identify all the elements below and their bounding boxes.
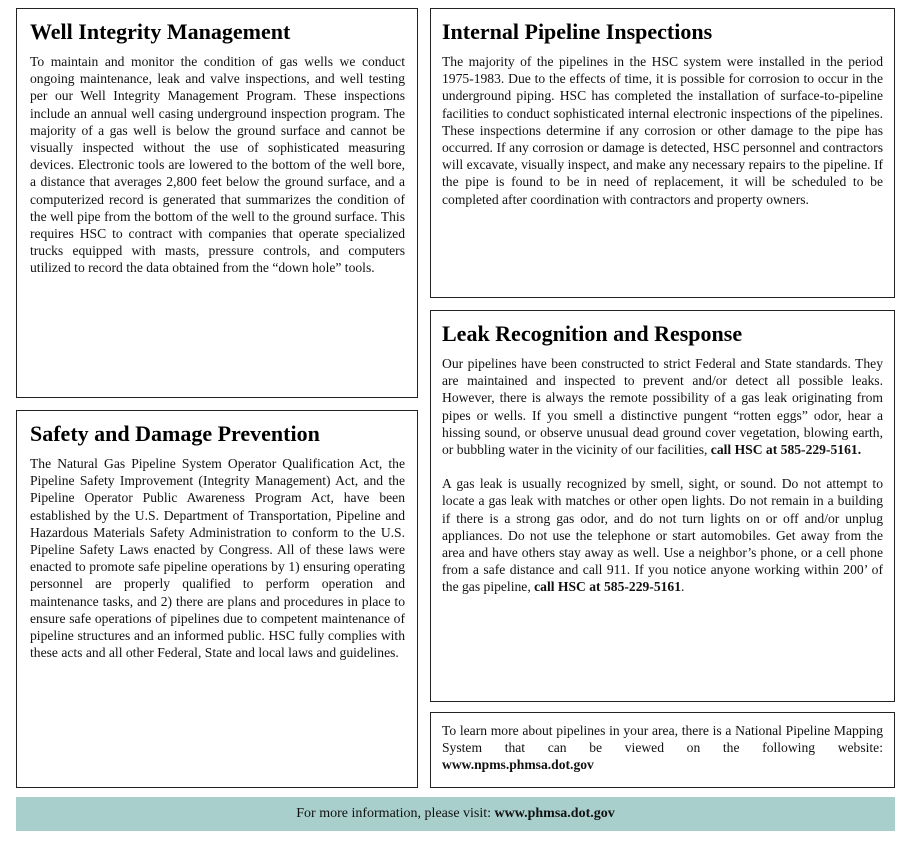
leak-paragraph-1 [442, 355, 883, 458]
npms-paragraph [442, 722, 883, 774]
well-integrity-title: Well Integrity Management [30, 19, 291, 44]
npms-section [430, 712, 895, 788]
internal-inspections-title: Internal Pipeline Inspections [442, 19, 713, 44]
npms-text: To learn more about pipelines in your area, there is a National Pipeline Mapping System that can be viewed on the following website: [442, 723, 883, 756]
leak-paragraph-2-text: A gas leak is usually recognized by smell, sight, or sound. Do not attempt to locate a gas leak with matches or other open lights. Do not remain in a building if there is a strong gas odor, and do not turn lights on or off and/or unplug appliances. Do not use the telephone or start automobiles. Get away from the area and have others stay away as well. Use a neighbor’s phone, or a cell phone from a safe distance and call 911. If you notice anyone working within 200’ of the gas pipeline, [442, 476, 883, 595]
leak-call-number-2: call HSC at 585-229-5161 [534, 579, 682, 595]
footer-banner [16, 797, 895, 831]
leak-paragraph-1-end: . [857, 442, 862, 458]
safety-title: Safety and Damage Prevention [30, 421, 320, 446]
leak-section [430, 310, 895, 702]
footer-link[interactable]: www.phmsa.dot.gov [494, 806, 615, 821]
leak-paragraph-2 [442, 475, 883, 595]
leak-title: Leak Recognition and Response [442, 321, 743, 346]
well-integrity-section [16, 8, 418, 398]
leak-paragraph-2-end: . [681, 579, 685, 595]
internal-inspections-section [430, 8, 895, 298]
npms-link[interactable]: www.npms.phmsa.dot.gov [442, 757, 594, 773]
footer-text: For more information, please visit: [296, 806, 492, 821]
leak-call-number-1: call HSC at 585-229-5161 [710, 442, 858, 458]
internal-inspections-body: The majority of the pipelines in the HSC system were installed in the period 1975-1983. Due to the effects of time, it is possible for corrosion to occur in the underground piping. HSC has completed the installation of surface-to-pipeline facilities to conduct sophisticated internal electronic inspections of the pipelines. These inspections determine if any corrosion or other damage to the pipe has occurred. If any corrosion or damage is detected, HSC personnel and contractors will excavate, visually inspect, and make any necessary repairs to the pipeline. If the pipe is found to be in need of replacement, it will be scheduled to be completed after coordination with contractors and property owners. [442, 54, 883, 207]
safety-body: The Natural Gas Pipeline System Operator Qualification Act, the Pipeline Safety Improvement (Integrity Management) Act, and the Pipeline Operator Public Awareness Program Act, have been established by the U.S. Department of Transportation, Pipeline and Hazardous Materials Safety Administration to conform to the U.S. Pipeline Safety Laws enacted by Congress. All of these laws were enacted to promote safe pipeline operations by 1) ensuring operating personnel are properly qualified to perform operation and maintenance tasks, and 2) there are plans and procedures in place to ensure safe operations of pipelines due to competent maintenance of pipeline structures and an informed public. HSC fully complies with these acts and all other Federal, State and local laws and guidelines. [30, 456, 405, 661]
safety-section [16, 410, 418, 788]
leak-paragraph-1-text: Our pipelines have been constructed to strict Federal and State standards. They are maintained and inspected to prevent and/or detect all possible leaks. However, there is always the remote possibility of a gas leak originating from pipes or wells. If you smell a distinctive pungent “rotten eggs” odor, hear a hissing sound, or observe unusual dead ground cover vegetation, blowing earth, or bubbling water in the vicinity of our facilities, [442, 356, 883, 458]
well-integrity-body: To maintain and monitor the condition of gas wells we conduct ongoing maintenance, leak and valve inspections, and well testing per our Well Integrity Management Program. These inspections include an annual well casing underground inspection program. The majority of a gas well is below the ground surface and cannot be visually inspected without the use of sophisticated measuring devices. Electronic tools are lowered to the bottom of the well bore, a distance that averages 2,800 feet below the ground surface, and a computerized record is generated that summarizes the condition of the well pipe from the bottom of the well to the ground surface. This requires HSC to contract with companies that operate specialized trucks equipped with masts, pressure controls, and computers utilized to record the data obtained from the “down hole” tools. [30, 54, 405, 276]
